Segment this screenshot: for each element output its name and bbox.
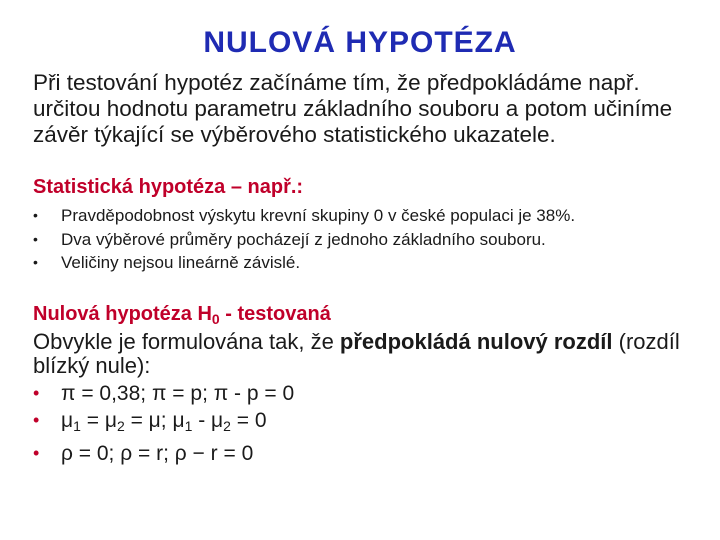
bullet-icon: • [33, 207, 38, 223]
formula-item [33, 440, 703, 467]
formula-part: - μ [192, 409, 224, 432]
formula-part: = μ; μ [124, 409, 185, 432]
heading-subscript: 0 [211, 311, 220, 327]
list-item [33, 251, 703, 275]
formula-mu [61, 409, 267, 432]
bullet-icon: • [33, 410, 40, 430]
list-item-text: Veličiny nejsou lineárně závislé. [61, 253, 301, 272]
description-emphasis: předpokládá nulový rozdíl [339, 329, 613, 354]
list-item [33, 204, 703, 228]
formula-part: = μ [80, 409, 117, 432]
bullet-icon: • [33, 383, 40, 403]
formula-item [33, 380, 703, 407]
statistical-hypothesis-heading: Statistická hypotéza – např.: [33, 176, 304, 198]
formula-item [33, 407, 703, 440]
formula-subscript: 1 [184, 418, 193, 434]
description-text: Obvykle je formulována tak, že [33, 329, 340, 354]
bullet-icon: • [33, 230, 38, 247]
formula-subscript: 2 [116, 418, 125, 434]
list-item-text: Dva výběrové průměry pocházejí z jednoho základního souboru. [61, 229, 546, 249]
statistical-hypothesis-list [33, 204, 703, 275]
null-hypothesis-description [33, 330, 703, 378]
formula-rho: ρ = 0; ρ = r; ρ − r = 0 [61, 442, 254, 465]
list-item-text: Pravděpodobnost výskytu krevní skupiny 0 v české populaci je 38%. [61, 206, 576, 225]
heading-text: Nulová hypotéza H [33, 303, 212, 325]
formula-subscript: 1 [73, 418, 81, 434]
intro-paragraph: Při testování hypotéz začínáme tím, že předpokládáme např. určitou hodnotu parametru základního souboru a potom učiníme závěr týkající se výběrového statistického ukazatele. [33, 70, 673, 147]
formula-subscript: 2 [223, 418, 231, 434]
description-suffix: (rozdíl blízký nule): [33, 329, 680, 378]
bullet-icon: • [33, 254, 38, 270]
null-hypothesis-heading [33, 303, 331, 327]
heading-suffix: - testovaná [219, 303, 331, 325]
list-item [33, 228, 703, 252]
formula-pi: π = 0,38; π = p; π - p = 0 [61, 382, 295, 405]
formula-part: = 0 [230, 409, 267, 432]
null-hypothesis-formulas [33, 380, 703, 467]
slide-title: NULOVÁ HYPOTÉZA [203, 26, 517, 59]
bullet-icon: • [33, 443, 40, 463]
formula-part: μ [61, 409, 74, 432]
